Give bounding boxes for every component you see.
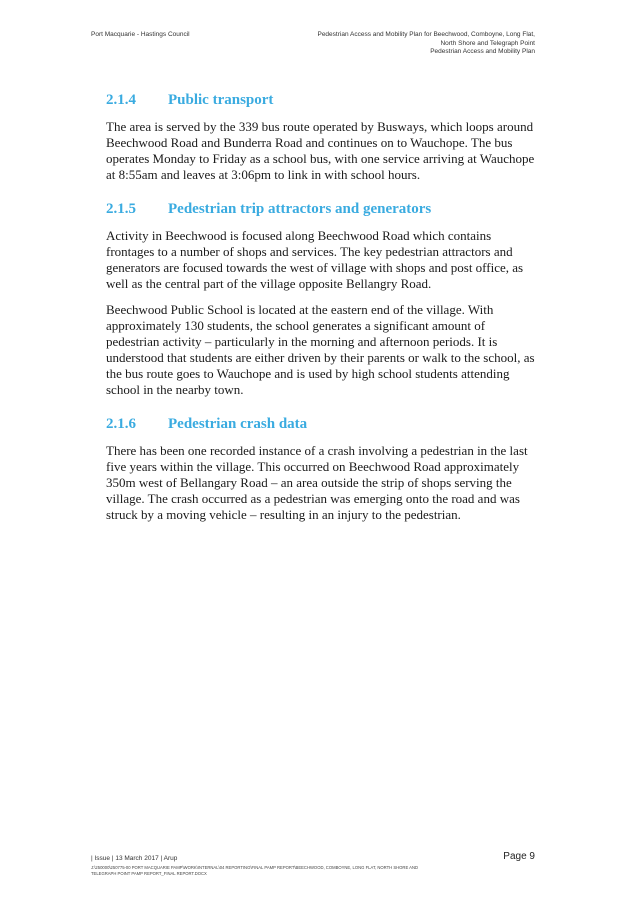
section-public-transport bbox=[106, 90, 536, 183]
text-line: five years within the village. This occurred on Beechwood Road approximately bbox=[106, 459, 520, 474]
text-line: There has been one recorded instance of a crash involving a pedestrian in the last bbox=[106, 443, 528, 458]
header-title-line: North Shore and Telegraph Point bbox=[440, 39, 535, 47]
text-line: Beechwood Road and Bunderra Road and continues on to Wauchope. The bus bbox=[106, 135, 513, 150]
header-title-line: Pedestrian Access and Mobility Plan bbox=[430, 48, 535, 56]
section-heading bbox=[106, 90, 536, 110]
text-line: pedestrian activity – particularly in the morning and afternoon periods. It is bbox=[106, 334, 498, 349]
text-line: 350m west of Bellangary Road – an area outside the strip of shops serving the bbox=[106, 475, 512, 490]
header-title-line: Pedestrian Access and Mobility Plan for Beechwood, Comboyne, Long Flat, bbox=[317, 31, 535, 38]
text-line: approximately 130 students, the school generates a significant amount of bbox=[106, 318, 486, 333]
section-title: Public transport bbox=[168, 92, 274, 108]
paragraph bbox=[106, 302, 536, 398]
text-line: operates Monday to Friday as a school bus, with one service arriving at Wauchope bbox=[106, 151, 535, 166]
section-heading bbox=[106, 199, 536, 219]
section-heading bbox=[106, 414, 536, 434]
section-number: 2.1.6 bbox=[106, 416, 136, 432]
footer-issue-info: | Issue | 13 March 2017 | Arup bbox=[91, 855, 178, 862]
section-number: 2.1.5 bbox=[106, 201, 136, 217]
text-line: understood that students are either driven by their parents or walk to the school, as bbox=[106, 350, 535, 365]
section-number: 2.1.4 bbox=[106, 92, 136, 108]
paragraph bbox=[106, 119, 536, 183]
footer-path-line: J:\250000\250775-00 PORT MACQUARIE PAMP\WORK\INTERNAL\04 REPORTING\FINAL PAMP REPORT\BEECHWOOD, COMBOYNE, LONG FLAT, NORTH SHORE AND bbox=[91, 865, 419, 870]
header-document-title bbox=[317, 31, 535, 57]
section-title: Pedestrian crash data bbox=[168, 416, 308, 432]
footer-path-line: TELEGRAPH POINT PAMP REPORT_FINAL REPORT.DOCX bbox=[91, 871, 207, 876]
section-title: Pedestrian trip attractors and generators bbox=[168, 201, 432, 217]
text-line: the bus route goes to Wauchope and is used by high school students attending bbox=[106, 366, 510, 381]
text-line: at 8:55am and leaves at 3:06pm to link in with school hours. bbox=[106, 167, 421, 182]
text-line: Activity in Beechwood is focused along Beechwood Road which contains bbox=[106, 228, 492, 243]
section-trip-attractors bbox=[106, 199, 536, 398]
header-council-name: Port Macquarie - Hastings Council bbox=[91, 31, 190, 38]
footer-file-path bbox=[91, 865, 461, 877]
text-line: The area is served by the 339 bus route operated by Busways, which loops around bbox=[106, 119, 534, 134]
text-line: well as the central part of the village opposite Bellangry Road. bbox=[106, 276, 432, 291]
page-number: Page 9 bbox=[503, 851, 535, 862]
text-line: frontages to a number of shops and services. The key pedestrian attractors and bbox=[106, 244, 513, 259]
text-line: Beechwood Public School is located at the eastern end of the village. With bbox=[106, 302, 494, 317]
paragraph bbox=[106, 443, 536, 523]
section-crash-data bbox=[106, 414, 536, 523]
text-line: struck by a moving vehicle – resulting in an injury to the pedestrian. bbox=[106, 507, 461, 522]
paragraph bbox=[106, 228, 536, 292]
text-line: village. The crash occurred as a pedestrian was emerging onto the road and was bbox=[106, 491, 520, 506]
text-line: school in the nearby town. bbox=[106, 382, 244, 397]
text-line: generators are focused towards the west of village with shops and post office, as bbox=[106, 260, 524, 275]
document-body bbox=[106, 90, 536, 523]
